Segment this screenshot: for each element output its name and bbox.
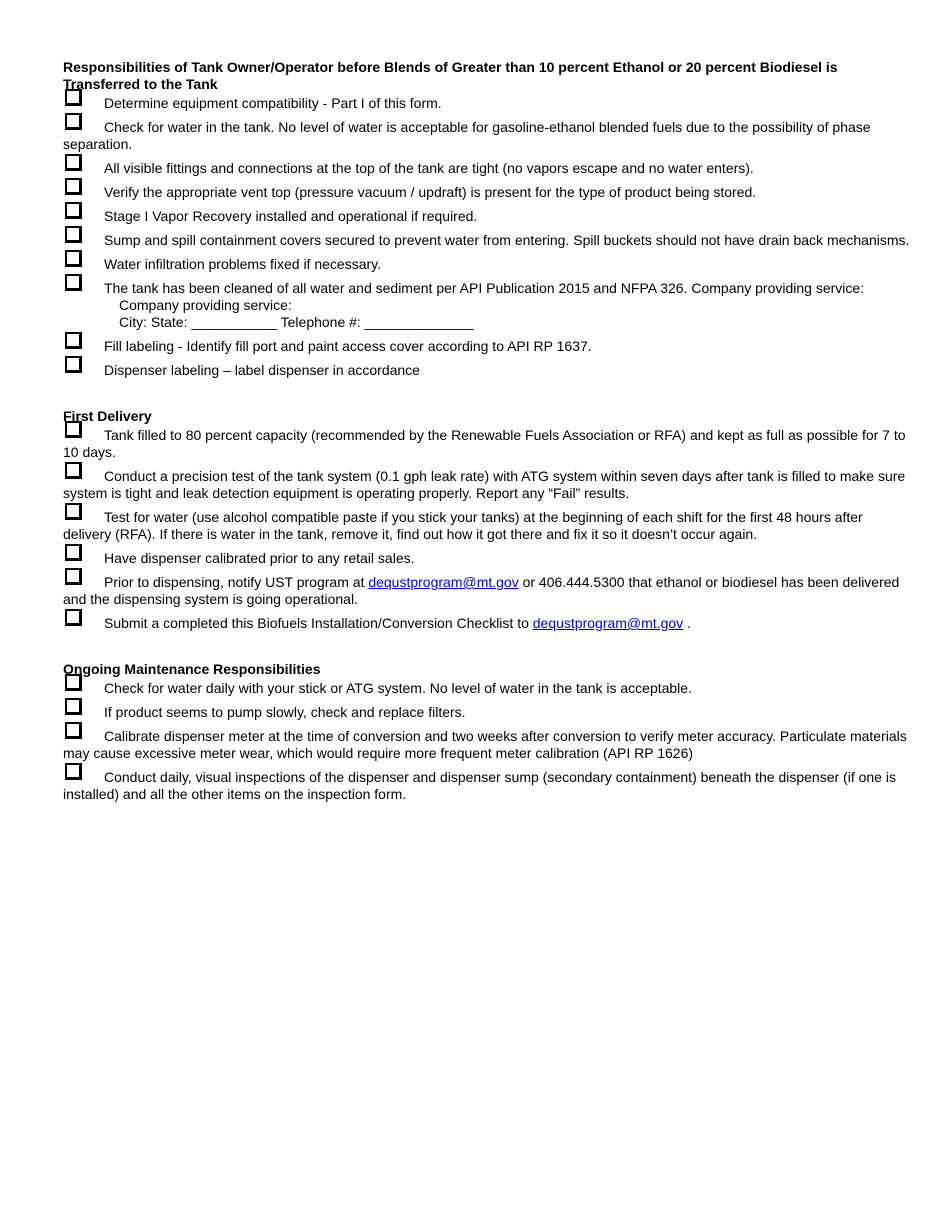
checklist-page xyxy=(63,59,910,810)
checkbox[interactable] xyxy=(65,202,82,219)
list-item: Test for water (use alcohol compatible paste if you stick your tanks) at the beginning of each shift for the first 48 hours after delivery (RFA). If there is water in the tank, remove it, find out how it got there and fix it so it doesn’t occur again. xyxy=(63,509,910,543)
list-item: Conduct a precision test of the tank system (0.1 gph leak rate) with ATG system within seven days after tank is filled to make sure system is tight and leak detection equipment is operating properly. Report any “Fail” results. xyxy=(63,468,910,502)
checkbox[interactable] xyxy=(65,178,82,195)
list-item: Conduct daily, visual inspections of the dispenser and dispenser sump (secondary containment) beneath the dispenser (if one is installed) and all the other items on the inspection form. xyxy=(63,769,910,803)
checkbox[interactable] xyxy=(65,226,82,243)
list-item-submit: Submit a completed this Biofuels Installation/Conversion Checklist to dequstprogram@mt.gov . xyxy=(63,615,910,632)
checkbox[interactable] xyxy=(65,609,82,626)
section-spacer xyxy=(63,386,910,408)
checkbox[interactable] xyxy=(65,421,82,438)
email-link[interactable]: dequstprogram@mt.gov xyxy=(532,615,684,631)
section-title-ongoing-maintenance: Ongoing Maintenance Responsibilities xyxy=(63,661,321,677)
list-item-tank-cleaned: The tank has been cleaned of all water and sediment per API Publication 2015 and NFPA 326. Company providing service: Company providing service: City: State: ___________ Telephone #: ______________ xyxy=(63,280,910,331)
checkbox[interactable] xyxy=(65,332,82,349)
list-item: Calibrate dispenser meter at the time of conversion and two weeks after conversion to verify meter accuracy. Particulate materials may cause excessive meter wear, which would require more frequent meter calibration (API RP 1626) xyxy=(63,728,910,762)
list-item: All visible fittings and connections at the top of the tank are tight (no vapors escape and no water enters). xyxy=(63,160,910,177)
checkbox[interactable] xyxy=(65,356,82,373)
list-item: Check for water in the tank. No level of water is acceptable for gasoline-ethanol blended fuels due to the possibility of phase separation. xyxy=(63,119,910,153)
list-item: Dispenser labeling – label dispenser in accordance xyxy=(63,362,910,379)
checkbox[interactable] xyxy=(65,698,82,715)
checkbox[interactable] xyxy=(65,763,82,780)
list-item: Have dispenser calibrated prior to any retail sales. xyxy=(63,550,910,567)
checkbox[interactable] xyxy=(65,113,82,130)
list-item: Water infiltration problems fixed if necessary. xyxy=(63,256,910,273)
list-item: Sump and spill containment covers secured to prevent water from entering. Spill buckets should not have drain back mechanisms. xyxy=(63,232,910,249)
list-item: Tank filled to 80 percent capacity (recommended by the Renewable Fuels Association or RFA) and kept as full as possible for 7 to 10 days. xyxy=(63,427,910,461)
checkbox[interactable] xyxy=(65,462,82,479)
service-company-line: Company providing service: xyxy=(119,297,292,313)
checkbox[interactable] xyxy=(65,250,82,267)
list-item: If product seems to pump slowly, check and replace filters. xyxy=(63,704,910,721)
list-item-notify: Prior to dispensing, notify UST program at dequstprogram@mt.gov or 406.444.5300 that ethanol or biodiesel has been delivered and the dispensing system is going operational. xyxy=(63,574,910,608)
checkbox[interactable] xyxy=(65,154,82,171)
checkbox[interactable] xyxy=(65,89,82,106)
list-item: Determine equipment compatibility - Part I of this form. xyxy=(63,95,910,112)
section-title-responsibilities: Responsibilities of Tank Owner/Operator before Blends of Greater than 10 percent Ethanol or 20 percent Biodiesel is Transferred to the Tank xyxy=(63,59,838,92)
email-link[interactable]: dequstprogram@mt.gov xyxy=(368,574,519,590)
section-title-first-delivery: First Delivery xyxy=(63,408,152,424)
checkbox[interactable] xyxy=(65,544,82,561)
checkbox[interactable] xyxy=(65,722,82,739)
list-item: Stage I Vapor Recovery installed and operational if required. xyxy=(63,208,910,225)
checkbox[interactable] xyxy=(65,674,82,691)
checkbox[interactable] xyxy=(65,503,82,520)
section-spacer xyxy=(63,639,910,661)
list-item: Fill labeling - Identify fill port and paint access cover according to API RP 1637. xyxy=(63,338,910,355)
checkbox[interactable] xyxy=(65,274,82,291)
list-item: Verify the appropriate vent top (pressure vacuum / updraft) is present for the type of product being stored. xyxy=(63,184,910,201)
service-city-state-phone-line[interactable]: City: State: ___________ Telephone #: ______________ xyxy=(119,314,474,330)
list-item: Check for water daily with your stick or ATG system. No level of water in the tank is acceptable. xyxy=(63,680,910,697)
checkbox[interactable] xyxy=(65,568,82,585)
